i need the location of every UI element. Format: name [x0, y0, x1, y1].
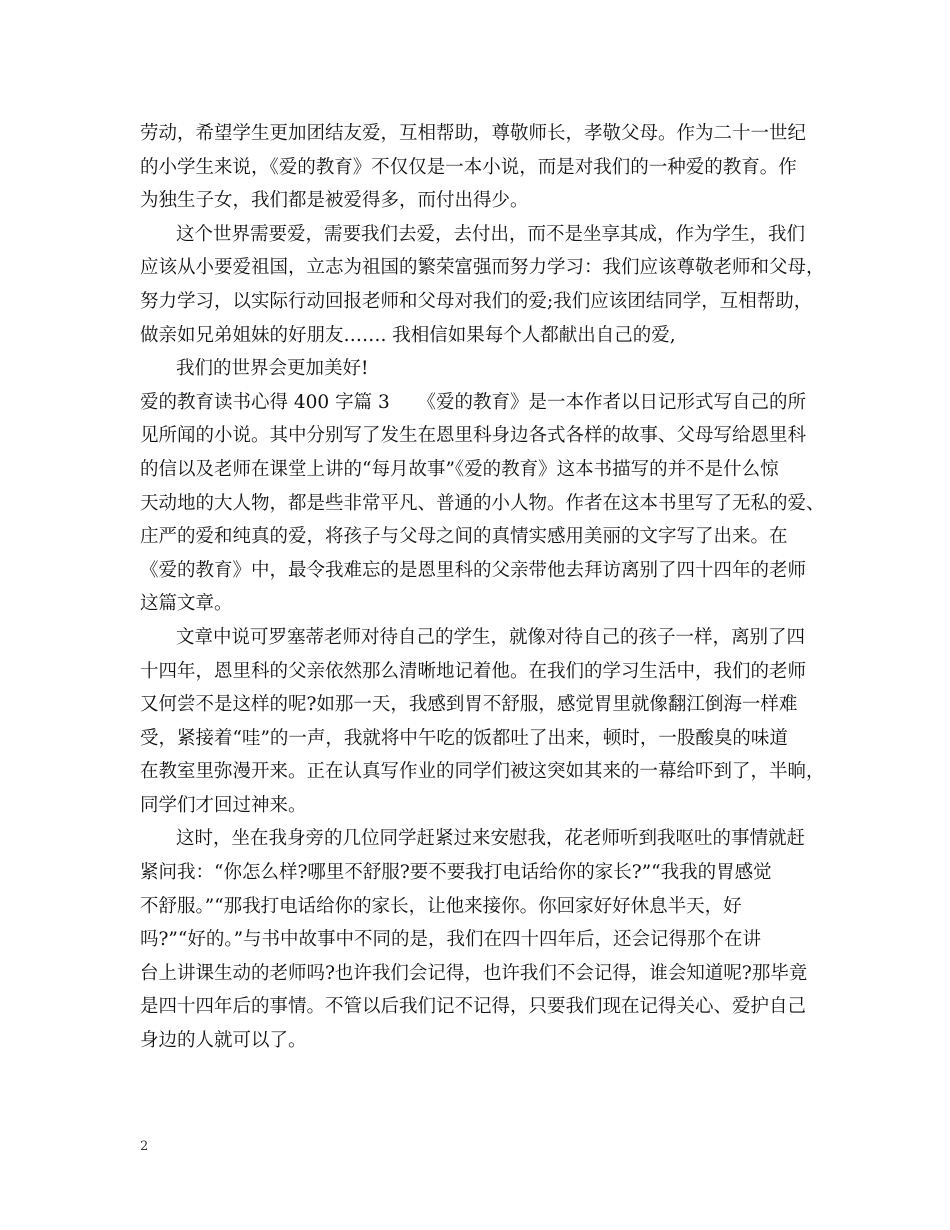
- text-line: 努力学习，以实际行动回报老师和父母对我们的爱;我们应该团结同学，互相帮助，: [140, 290, 813, 312]
- text-line: 身边的人就可以了。: [140, 1030, 307, 1052]
- text-line: 十四年，恩里科的父亲依然那么清晰地记着他。在我们的学习生活中，我们的老师: [140, 660, 807, 682]
- text-line: 的小学生来说，《爱的教育》不仅仅是一本小说，而是对我们的一种爱的教育。作: [140, 156, 797, 178]
- text-line: 天动地的大人物，都是些非常平凡、普通的小人物。作者在这本书里写了无私的爱、: [140, 492, 825, 514]
- text-line: 受，紧接着“哇”的一声，我就将中午吃的饭都吐了出来，顿时，一股酸臭的味道: [140, 727, 788, 749]
- text-line: 吗?”“好的。”与书中故事中不同的是，我们在四十四年后，还会记得那个在讲: [140, 929, 762, 951]
- text-line: 同学们才回过神来。: [140, 794, 307, 816]
- text-line: 不舒服。”“那我打电话给你的家长，让他来接你。你回家好好休息半天，好: [140, 895, 742, 917]
- text-line: 《爱的教育》中，最令我难忘的是恩里科的父亲带他去拜访离别了四十四年的老师: [140, 559, 807, 581]
- text-line: 又何尝不是这样的呢?如那一天，我感到胃不舒服，感觉胃里就像翻江倒海一样难: [140, 694, 798, 716]
- text-line: 是四十四年后的事情。不管以后我们记不记得，只要我们现在记得关心、爱护自己: [140, 996, 807, 1018]
- text-line: 文章中说可罗塞蒂老师对待自己的学生，就像对待自己的孩子一样，离别了四: [176, 626, 806, 648]
- text-line: 这个世界需要爱，需要我们去爱，去付出，而不是坐享其成，作为学生，我们: [176, 223, 806, 245]
- page-number: 2: [140, 1139, 149, 1154]
- text-line: 的信以及老师在课堂上讲的“每月故事”《爱的教育》这本书描写的并不是什么惊: [140, 458, 779, 480]
- text-line: 在教室里弥漫开来。正在认真写作业的同学们被这突如其来的一幕给吓到了，半晌，: [140, 761, 825, 783]
- text-line: 见所闻的小说。其中分别写了发生在恩里科身边各式各样的故事、父母写给恩里科: [140, 425, 807, 447]
- text-line: 劳动，希望学生更加团结友爱，互相帮助，尊敬师长，孝敬父母。作为二十一世纪: [140, 123, 807, 144]
- body-text: [140, 117, 830, 1058]
- text-line: 做亲如兄弟姐妹的好朋友……. 我相信如果每个人都献出自己的爱,: [140, 324, 676, 346]
- text-line: 这篇文章。: [140, 593, 233, 615]
- text-line: 应该从小要爱祖国，立志为祖国的繁荣富强而努力学习：我们应该尊敬老师和父母，: [140, 257, 825, 279]
- text-line: 爱的教育读书心得 400 字篇 3 《爱的教育》是一本作者以日记形式写自己的所: [140, 391, 806, 413]
- text-line: 这时，坐在我身旁的几位同学赶紧过来安慰我，花老师听到我呕吐的事情就赶: [176, 828, 806, 850]
- text-line: 庄严的爱和纯真的爱，将孩子与父母之间的真情实感用美丽的文字写了出来。在: [140, 526, 788, 548]
- text-line: 为独生子女，我们都是被爱得多，而付出得少。: [140, 190, 529, 212]
- text-line: 紧问我：“你怎么样?哪里不舒服?要不要我打电话给你的家长?”“我我的胃感觉: [140, 862, 772, 884]
- text-line: 我们的世界会更加美好!: [176, 358, 369, 380]
- text-line: 台上讲课生动的老师吗?也许我们会记得，也许我们不会记得，谁会知道呢?那毕竟: [140, 962, 808, 984]
